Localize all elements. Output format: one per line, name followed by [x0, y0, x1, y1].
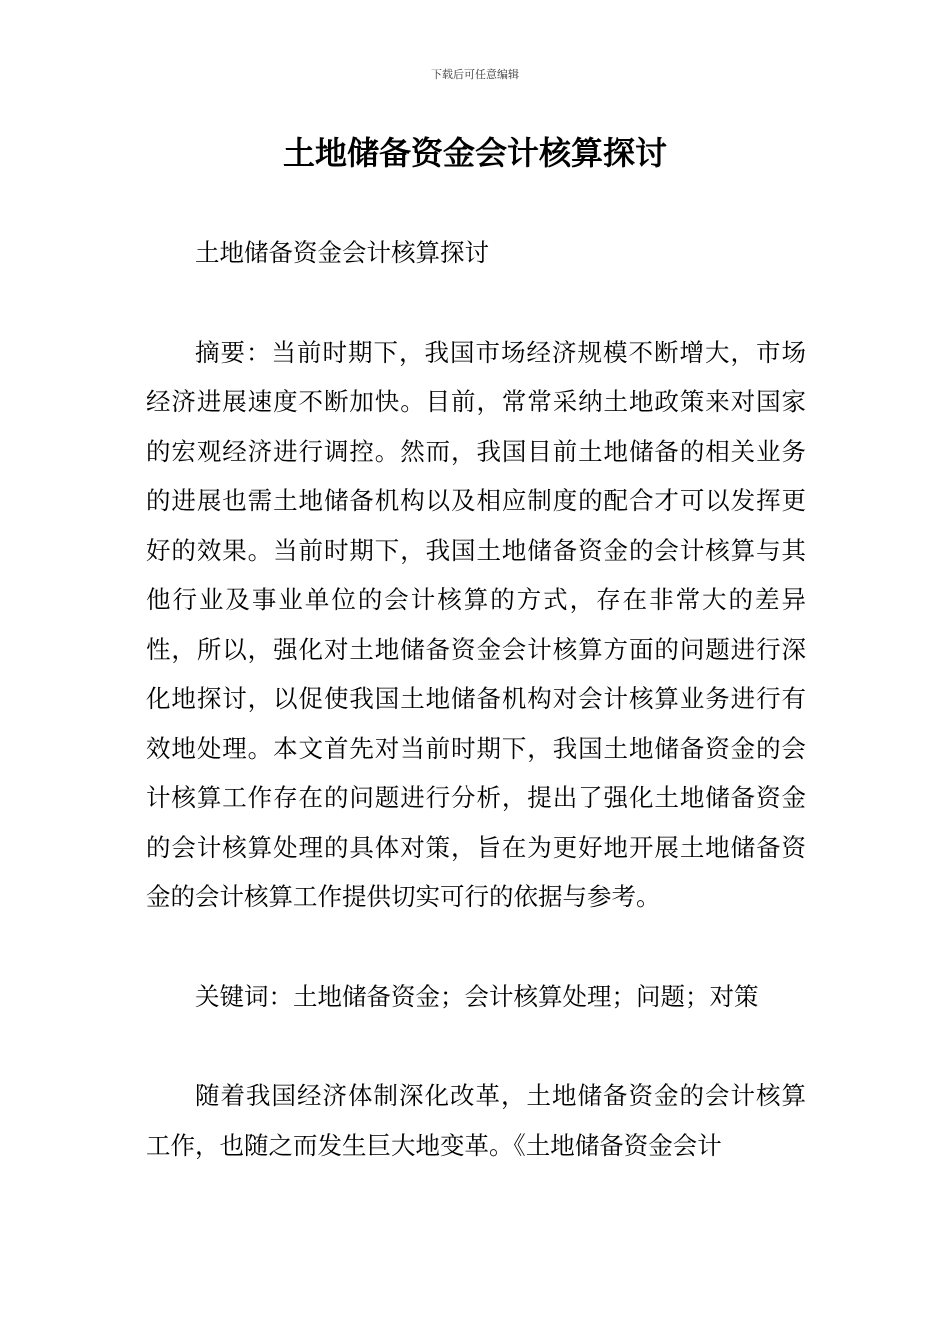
paragraph-gap — [146, 1021, 806, 1071]
document-title: 土地储备资金会计核算探讨 — [282, 134, 667, 172]
paragraph-gap — [146, 922, 806, 972]
paragraph-gap — [146, 278, 806, 328]
abstract-paragraph: 摘要：当前时期下，我国市场经济规模不断增大，市场经济进展速度不断加快。目前，常常采纳土地政策来对国家的宏观经济进行调控。然而，我国目前土地储备的相关业务的进展也需土地储备机构以及相应制度的配合才可以发挥更好的效果。当前时期下，我国土地储备资金的会计核算与其他行业及事业单位的会计核算的方式，存在非常大的差异性，所以，强化对土地储备资金会计核算方面的问题进行深化地探讨，以促使我国土地储备机构对会计核算业务进行有效地处理。本文首先对当前时期下，我国土地储备资金的会计核算工作存在的问题进行分析，提出了强化土地储备资金的会计核算处理的具体对策，旨在为更好地开展土地储备资金的会计核算工作提供切实可行的依据与参考。 — [146, 337, 806, 911]
header-note: 下载后可任意编辑 — [431, 68, 519, 81]
subtitle-paragraph: 土地储备资金会计核算探讨 — [195, 238, 489, 267]
document-body — [146, 228, 806, 1170]
intro-paragraph: 随着我国经济体制深化改革，土地储备资金的会计核算工作，也随之而发生巨大地变革。《土地储备资金会计 — [146, 1081, 806, 1160]
keywords-paragraph: 关键词：土地储备资金；会计核算处理；问题；对策 — [195, 981, 759, 1011]
